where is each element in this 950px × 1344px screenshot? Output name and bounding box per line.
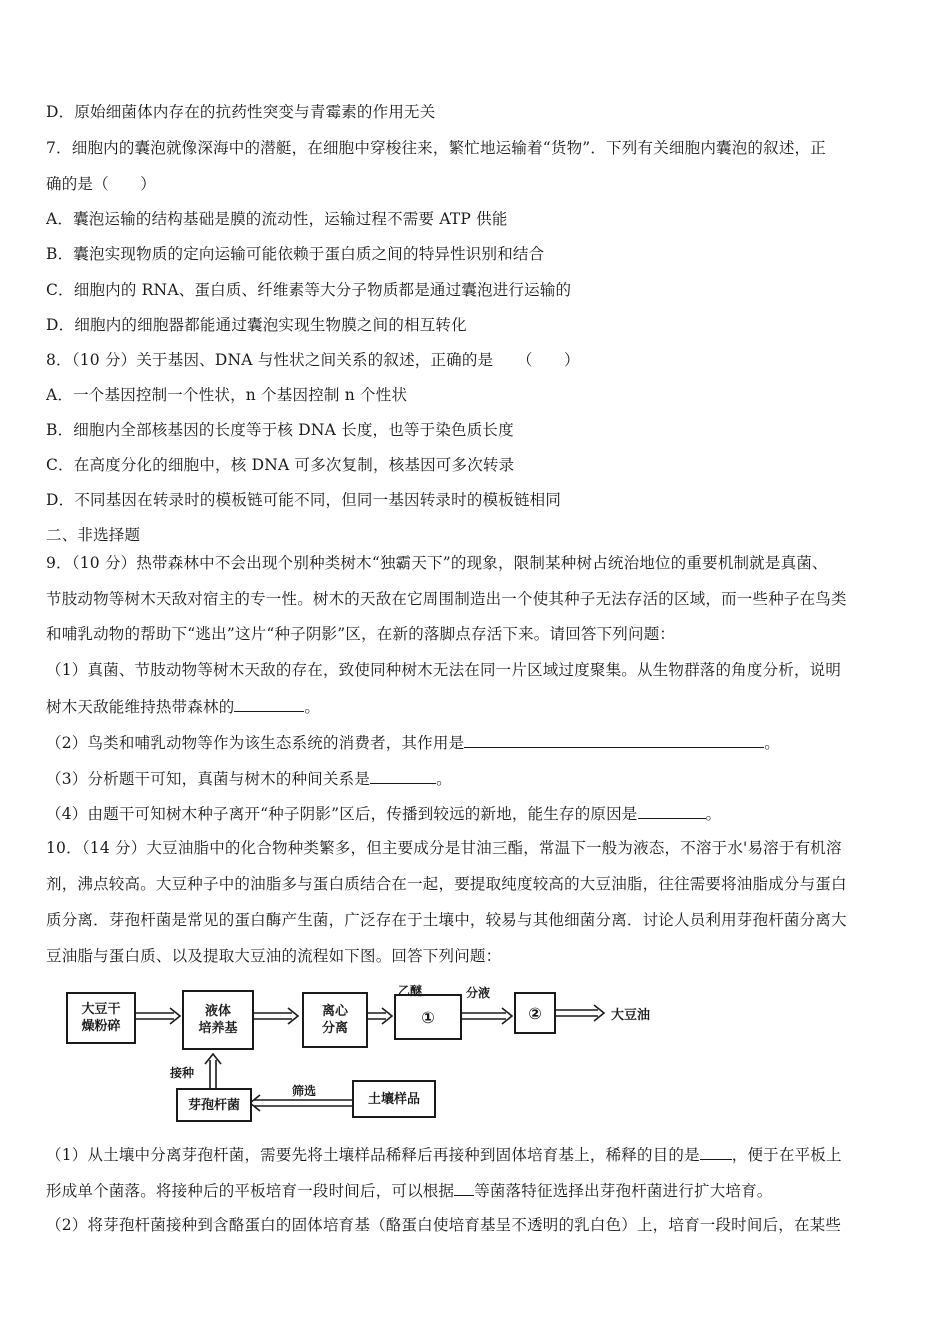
option-b: B．囊泡实现物质的定向运输可能依赖于蛋白质之间的特异性识别和结合	[46, 245, 545, 263]
text-segment: 树木天敌能维持热带森林的	[46, 698, 235, 716]
answer-blank[interactable]	[700, 1143, 732, 1160]
text-line: 质分离．芽孢杆菌是常见的蛋白酶产生菌，广泛存在于土壤中，较易与其他细菌分离．讨论人员利用芽孢杆菌分离大	[46, 911, 847, 929]
text-segment: 等菌落特征选择出芽孢杆菌进行扩大培育。	[474, 1182, 773, 1200]
sub-question-1	[46, 1143, 906, 1166]
box-text: 液体	[204, 1004, 231, 1019]
text-segment: （4）由题干可知树木种子离开“种子阴影”区后，传播到较远的新地，能生存的原因是	[46, 805, 638, 823]
product-label: 大豆油	[611, 1008, 651, 1023]
flow-box-soil-sample: 土壤样品	[352, 1080, 436, 1118]
arrow-label-inoculate: 接种	[170, 1066, 195, 1080]
answer-blank[interactable]	[234, 695, 304, 712]
text-line: 豆油脂与蛋白质、以及提取大豆油的流程如下图。回答下列问题：	[46, 947, 502, 965]
question-8-stem: 8．（10 分）关于基因、DNA 与性状之间关系的叙述，正确的是 （ ）	[46, 351, 580, 369]
box-text: 燥粉碎	[81, 1019, 121, 1034]
option-d: D．细胞内的细胞器都能通过囊泡实现生物膜之间的相互转化	[46, 316, 467, 334]
option-a: A．囊泡运输的结构基础是膜的流动性，运输过程不需要 ATP 供能	[46, 210, 508, 228]
sub-question-1-cont	[46, 1179, 906, 1202]
answer-blank[interactable]	[464, 731, 764, 748]
sub-question-1: （1）真菌、节肢动物等树木天敌的存在，致使同种树木无法在同一片区域过度聚集。从生物群落的角度分析，说明	[46, 661, 842, 679]
box-text: 大豆干	[81, 1002, 121, 1017]
option-a: A．一个基因控制一个性状，n 个基因控制 n 个性状	[46, 386, 408, 404]
option-d: D．不同基因在转录时的模板链可能不同，但同一基因转录时的模板链相同	[46, 491, 562, 509]
arrow-label-screen: 筛选	[292, 1084, 317, 1098]
option-b: B．细胞内全部核基因的长度等于核 DNA 长度，也等于染色质长度	[46, 421, 514, 439]
flow-box-bacillus: 芽孢杆菌	[176, 1088, 252, 1122]
sub-question-2: （2）鸟类和哺乳动物等作为该生态系统的消费者，其作用是 。	[46, 731, 906, 754]
flow-box-centrifuge	[302, 992, 368, 1048]
box-text: 离心	[321, 1004, 348, 1019]
text-segment: ，便于在平板上	[731, 1146, 842, 1164]
flow-box-step-2: ②	[514, 992, 556, 1034]
box-text: 培养基	[198, 1021, 238, 1036]
text-line: 确的是（ ）	[46, 175, 156, 193]
text-line: 节肢动物等树木天敌对宿主的专一性。树木的天敌在它周围制造出一个使其种子无法存活的区域，而一些种子在鸟类	[46, 590, 847, 608]
text-line: 剂，沸点较高。大豆种子中的油脂多与蛋白质结合在一起，要提取纯度较高的大豆油脂，往往需要将油脂成分与蛋白	[46, 875, 847, 893]
box-text: 分离	[321, 1021, 348, 1036]
answer-blank[interactable]	[638, 802, 706, 819]
text-line: 和哺乳动物的帮助下“逃出”这片“种子阴影”区，在新的落脚点存活下来。请回答下列问题：	[46, 625, 676, 643]
section-heading: 二、非选择题	[46, 526, 141, 544]
answer-blank[interactable]	[370, 767, 436, 784]
text-line: D．原始细菌体内存在的抗药性突变与青霉素的作用无关	[46, 103, 436, 121]
option-c: C．细胞内的 RNA、蛋白质、纤维素等大分子物质都是通过囊泡进行运输的	[46, 281, 572, 299]
text-segment: （3）分析题干可知，真菌与树木的种间关系是	[46, 770, 371, 788]
question-7-stem: 7．细胞内的囊泡就像深海中的潜艇，在细胞中穿梭往来，繁忙地运输着“货物”．下列有关细胞内囊泡的叙述，正	[46, 139, 826, 157]
option-c: C．在高度分化的细胞中，核 DNA 可多次复制，核基因可多次转录	[46, 456, 515, 474]
process-flow-diagram	[46, 980, 726, 1125]
sub-question-2: （2）将芽孢杆菌接种到含酪蛋白的固体培育基（酪蛋白使培育基呈不透明的乳白色）上，培育一段时间后，在某些	[46, 1216, 842, 1234]
answer-blank[interactable]	[454, 1179, 474, 1196]
sub-question-4: （4）由题干可知树木种子离开“种子阴影”区后，传播到较远的新地，能生存的原因是 。	[46, 802, 906, 825]
arrow-label-separate: 分液	[466, 986, 491, 1000]
text-segment: （2）鸟类和哺乳动物等作为该生态系统的消费者，其作用是	[46, 734, 465, 752]
question-10-stem: 10．（14 分）大豆油脂中的化合物种类繁多，但主要成分是甘油三酯，常温下一般为液态，不溶于水'易溶于有机溶	[46, 839, 842, 857]
flow-box-step-1: ①	[394, 994, 462, 1040]
flow-box-liquid-medium	[182, 990, 254, 1050]
text-segment: 形成单个菌落。将接种后的平板培育一段时间后，可以根据	[46, 1182, 455, 1200]
sub-question-3: （3）分析题干可知，真菌与树木的种间关系是 。	[46, 767, 906, 790]
flow-box-soybean	[66, 992, 136, 1044]
sub-question-1-cont: 树木天敌能维持热带森林的 。	[46, 695, 906, 718]
question-9-stem: 9．（10 分）热带森林中不会出现个别种类树木“独霸天下”的现象，限制某种树占统治地位的重要机制就是真菌、	[46, 554, 828, 572]
arrow-label-ether: 乙醚	[398, 984, 423, 998]
text-segment: （1）从土壤中分离芽孢杆菌，需要先将土壤样品稀释后再接种到固体培育基上，稀释的目的是	[46, 1146, 700, 1164]
